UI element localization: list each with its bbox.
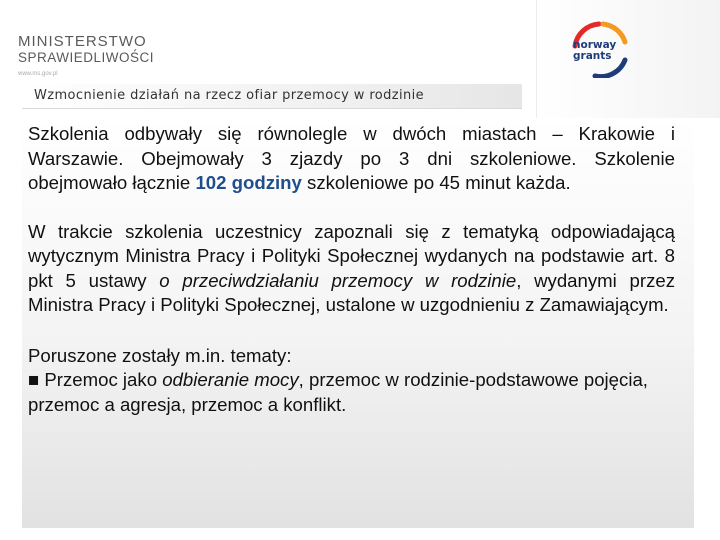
bullet-text-b: , przemoc w rodzinie-podstawowe pojęcia, przemoc a agresja, przemoc a konflikt. bbox=[28, 369, 648, 415]
ministry-logo bbox=[18, 34, 154, 77]
para2-text-b: , wydanymi przez Ministra Pracy i Polityki Społecznej, ustalone w uzgodnieniu z Zamawiającym. bbox=[28, 269, 676, 315]
ministry-name-line1: MINISTERSTWO bbox=[18, 33, 147, 50]
norway-grants-wordmark bbox=[573, 40, 616, 62]
bullet-italic: odbieranie mocy bbox=[162, 369, 299, 390]
grants-line1: norway bbox=[573, 39, 617, 51]
para1-text-b: szkoleniowe po 45 minut każda. bbox=[301, 172, 571, 193]
bullet-text-a: Przemoc jako bbox=[39, 369, 163, 390]
para1-text-a: Szkolenia odbywały się równolegle w dwóch miastach – Krakowie i Warszawie. Obejmowały 3 zjazdy po 3 dni szkoleniowe. Szkolenie obejmowało łącznie bbox=[28, 123, 675, 193]
para2-text-a: W trakcie szkolenia uczestnicy zapoznali się z tematyką odpowiadającą wytycznym Ministra Pracy i Polityki Społecznej wydanych na podstawie art. 8 pkt 5 ustawy bbox=[28, 220, 675, 291]
bullet-square-icon: ■ bbox=[28, 369, 40, 390]
paragraph-training-schedule bbox=[28, 122, 675, 196]
project-title: Wzmocnienie działań na rzecz ofiar przemocy w rodzinie bbox=[34, 88, 425, 103]
grants-line2: grants bbox=[573, 50, 612, 63]
hours-highlight: 102 godziny bbox=[195, 172, 302, 193]
slide-header bbox=[0, 0, 720, 118]
topic-bullet bbox=[28, 368, 675, 417]
ministry-name-line2: SPRAWIEDLIWOŚCI bbox=[18, 50, 155, 65]
ministry-url: www.ms.gov.pl bbox=[18, 70, 58, 77]
paragraph-training-topics bbox=[28, 220, 675, 318]
slide-content bbox=[28, 122, 675, 417]
topics-intro: Poruszone zostały m.in. tematy: bbox=[28, 344, 292, 366]
act-title-italic: o przeciwdziałaniu przemocy w rodzinie bbox=[159, 269, 517, 291]
